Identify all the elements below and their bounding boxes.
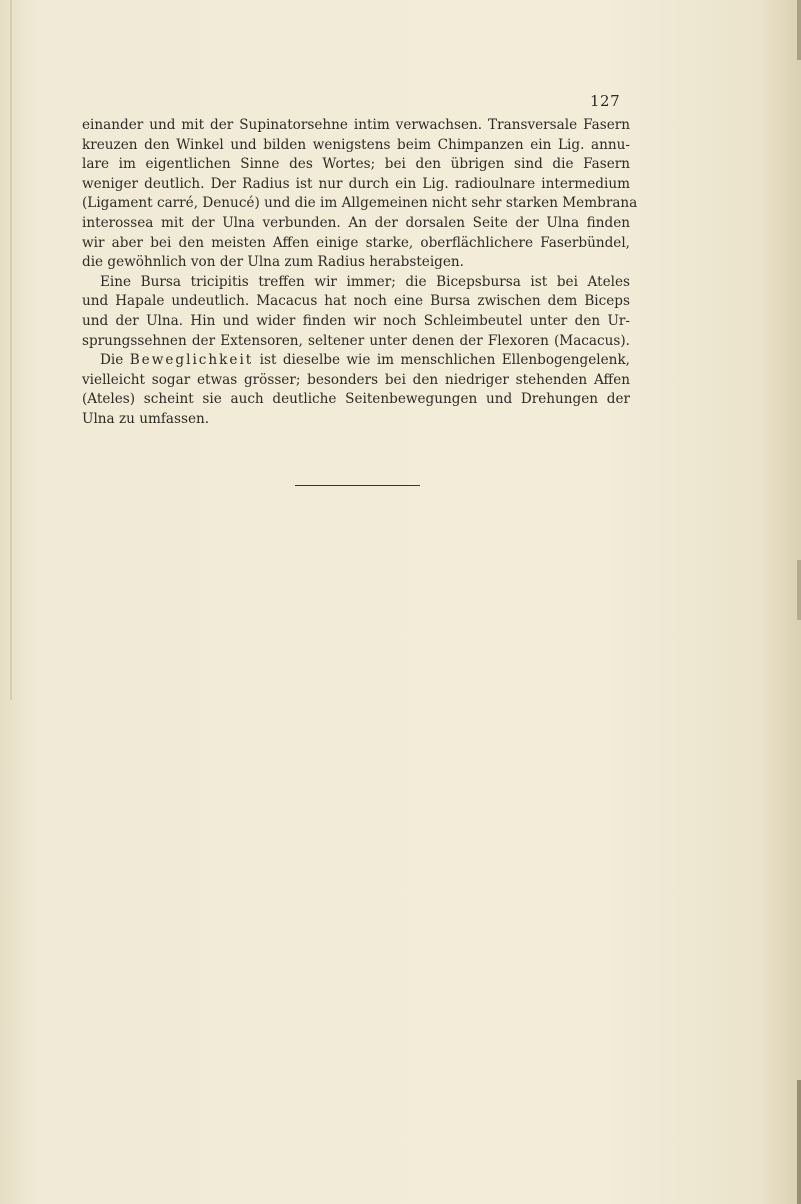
spaced-term: Beweglichkeit <box>129 352 254 369</box>
page-number: 127 <box>590 92 621 110</box>
text-line <box>82 351 630 371</box>
binding-mark <box>797 560 801 620</box>
text-line: wir aber bei den meisten Affen einige starke, oberflächlichere Faserbündel, <box>82 234 630 251</box>
text-line: sprungssehnen der Extensoren, seltener unter denen der Flexoren (Macacus). <box>82 332 630 349</box>
text-line: kreuzen den Winkel und bilden wenigstens beim Chimpanzen ein Lig. annu- <box>82 136 630 153</box>
text-fragment: Die <box>100 352 130 369</box>
text-line: interossea mit der Ulna verbunden. An der dorsalen Seite der Ulna finden <box>82 214 630 231</box>
text-line: und der Ulna. Hin und wider finden wir noch Schleimbeutel unter den Ur- <box>82 312 630 329</box>
text-line: weniger deutlich. Der Radius ist nur durch ein Lig. radioulnare intermedium <box>82 175 630 192</box>
body-text <box>82 116 638 430</box>
binding-mark <box>797 1080 801 1204</box>
text-line: Eine Bursa tricipitis treffen wir immer; die Bicepsbursa ist bei Ateles <box>100 273 630 290</box>
binding-mark <box>797 0 801 60</box>
text-line: (Ateles) scheint sie auch deutliche Seitenbewegungen und Drehungen der <box>82 391 630 408</box>
page-edge-shadow <box>10 0 12 700</box>
text-fragment: ist dieselbe wie im menschlichen Ellenbogengelenk, <box>253 352 630 369</box>
text-line: Ulna zu umfassen. <box>82 410 210 427</box>
text-line: und Hapale undeutlich. Macacus hat noch eine Bursa zwischen dem Biceps <box>82 293 630 310</box>
text-line: die gewöhnlich von der Ulna zum Radius herabsteigen. <box>82 254 465 271</box>
section-divider <box>295 485 420 486</box>
text-line: (Ligament carré, Denucé) und die im Allgemeinen nicht sehr starken Membrana <box>82 195 638 212</box>
text-line: vielleicht sogar etwas grösser; besonders bei den niedriger stehenden Affen <box>82 371 630 388</box>
text-line: einander und mit der Supinatorsehne intim verwachsen. Transversale Fasern <box>82 117 630 133</box>
text-line: lare im eigentlichen Sinne des Wortes; bei den übrigen sind die Fasern <box>82 156 630 173</box>
